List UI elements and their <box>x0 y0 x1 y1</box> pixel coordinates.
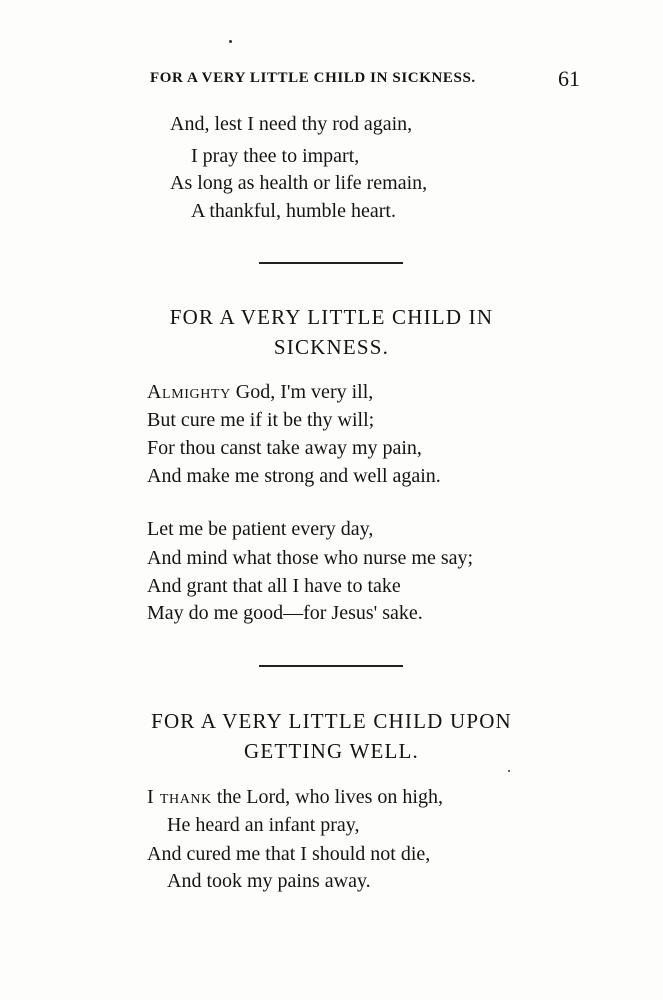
poem-heading: SICKNESS. <box>273 335 390 359</box>
running-head-title: FOR A VERY LITTLE CHILD IN SICKNESS. <box>150 70 476 86</box>
verse-line: And grant that all I have to take <box>147 575 401 597</box>
running-head <box>0 66 663 96</box>
verse-line: And mind what those who nurse me say; <box>147 547 474 569</box>
opening-word: Almighty <box>147 381 231 403</box>
ink-speck <box>508 770 510 772</box>
verse-line: But cure me if it be thy will; <box>147 409 375 431</box>
verse-line: And took my pains away. <box>167 870 371 892</box>
verse-line: A thankful, humble heart. <box>191 200 396 222</box>
poem-heading: FOR A VERY LITTLE CHILD IN <box>169 305 494 329</box>
poem-heading: FOR A VERY LITTLE CHILD UPON <box>151 709 512 733</box>
section-divider <box>259 665 403 667</box>
verse-line <box>147 785 443 809</box>
verse-line <box>147 380 373 404</box>
ink-speck <box>229 40 232 43</box>
verse-line: He heard an infant pray, <box>167 814 360 836</box>
verse-line: May do me good—for Jesus' sake. <box>147 602 423 624</box>
verse-line: And, lest I need thy rod again, <box>170 113 413 135</box>
verse-line-text: the Lord, who lives on high, <box>211 786 443 808</box>
verse-line: And make me strong and well again. <box>147 465 441 487</box>
opening-word: I thank <box>147 786 212 808</box>
verse-line: As long as health or life remain, <box>170 172 428 194</box>
verse-line: I pray thee to impart, <box>191 145 360 167</box>
verse-line: And cured me that I should not die, <box>147 843 431 865</box>
verse-line: For thou canst take away my pain, <box>147 437 422 459</box>
section-divider <box>259 262 403 264</box>
verse-line-text: God, I'm very ill, <box>230 381 374 403</box>
page-number: 61 <box>558 66 580 91</box>
poem-heading: GETTING WELL. <box>244 739 419 763</box>
verse-line: Let me be patient every day, <box>147 518 374 540</box>
